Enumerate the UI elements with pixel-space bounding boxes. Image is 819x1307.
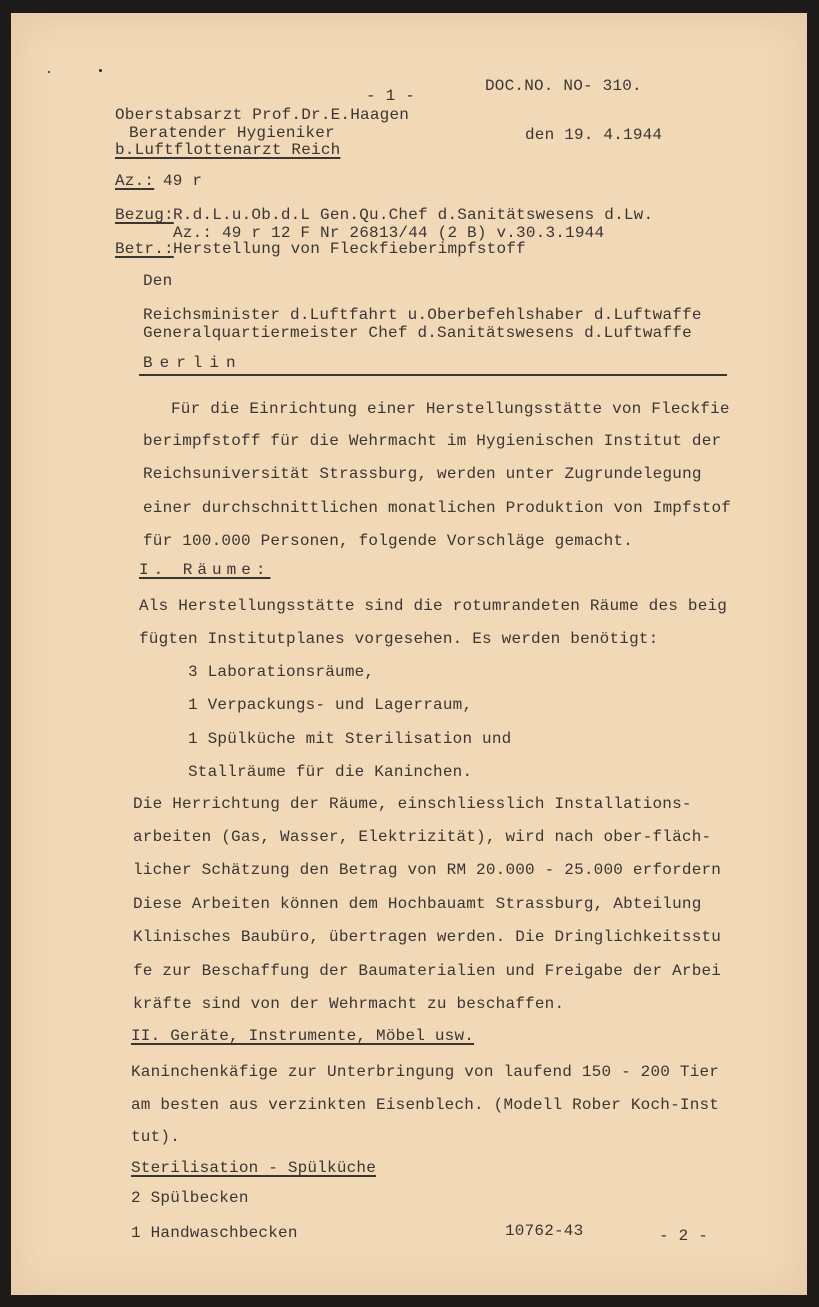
section-2-para: tut).: [131, 1128, 181, 1146]
betr-value: Herstellung von Fleckfieberimpfstoff: [173, 240, 526, 258]
section-2-para: am besten aus verzinkten Eisenblech. (Modell Rober Koch-Inst: [131, 1096, 720, 1114]
ink-speck: [48, 71, 50, 73]
sender-unit: b.Luftflottenarzt Reich: [115, 141, 341, 159]
room-list-item: 3 Laborationsräume,: [188, 663, 375, 681]
document-page: [11, 13, 807, 1295]
bezug-label: Bezug:: [115, 206, 174, 224]
intro-line: berimpfstoff für die Wehrmacht im Hygienischen Institut der: [143, 432, 722, 450]
sterilisation-heading: Sterilisation - Spülküche: [131, 1159, 377, 1177]
section-1-para2: fe zur Beschaffung der Baumaterialien und Freigabe der Arbei: [133, 962, 722, 980]
az-value: 49 r: [163, 172, 203, 190]
doc-number: DOC.NO. NO- 310.: [485, 77, 642, 95]
section-1-para2: licher Schätzung den Betrag von RM 20.000 - 25.000 erfordern: [133, 861, 722, 879]
section-1-para2: Klinisches Baubüro, übertragen werden. Die Dringlichkeitsstu: [133, 928, 722, 946]
section-1-para2: arbeiten (Gas, Wasser, Elektrizität), wird nach ober-fläch-: [133, 828, 712, 846]
bezug-line-1: R.d.L.u.Ob.d.L Gen.Qu.Chef d.Sanitätswesens d.Lw.: [173, 206, 654, 224]
room-list-item: 1 Spülküche mit Sterilisation und: [188, 730, 512, 748]
addressee-den: Den: [143, 272, 173, 290]
equipment-item: 2 Spülbecken: [131, 1189, 249, 1207]
room-list-item: 1 Verpackungs- und Lagerraum,: [188, 696, 473, 714]
addressee-city: Berlin: [143, 354, 243, 372]
section-1-para: Als Herstellungsstätte sind die rotumrandeten Räume des beig: [139, 597, 728, 615]
addressee-line-1: Reichsminister d.Luftfahrt u.Oberbefehlshaber d.Luftwaffe: [143, 306, 702, 324]
intro-line: für 100.000 Personen, folgende Vorschläge gemacht.: [143, 532, 634, 550]
az-label: Az.:: [115, 172, 155, 190]
section-2-heading: II. Geräte, Instrumente, Möbel usw.: [131, 1027, 475, 1045]
next-page-marker: - 2 -: [659, 1227, 709, 1245]
equipment-item: 1 Handwaschbecken: [131, 1224, 298, 1242]
section-1-heading: I. Räume:: [139, 561, 271, 579]
intro-line: einer durchschnittlichen monatlichen Produktion von Impfstof: [143, 499, 732, 517]
addressee-line-2: Generalquartiermeister Chef d.Sanitätswesens d.Luftwaffe: [143, 324, 692, 342]
section-1-para: fügten Institutplanes vorgesehen. Es werden benötigt:: [139, 630, 659, 648]
betr-label: Betr.:: [115, 240, 174, 258]
section-1-para2: kräfte sind von der Wehrmacht zu beschaffen.: [133, 995, 565, 1013]
intro-line: Reichsuniversität Strassburg, werden unter Zugrundelegung: [143, 465, 702, 483]
letter-date: den 19. 4.1944: [525, 126, 663, 144]
intro-line: Für die Einrichtung einer Herstellungsstätte von Fleckfie: [171, 400, 730, 418]
section-2-para: Kaninchenkäfige zur Unterbringung von laufend 150 - 200 Tier: [131, 1063, 720, 1081]
section-1-para2: Diese Arbeiten können dem Hochbauamt Strassburg, Abteilung: [133, 895, 702, 913]
room-list-item: Stallräume für die Kaninchen.: [188, 763, 473, 781]
bezug-line-2: Az.: 49 r 12 F Nr 26813/44 (2 B) v.30.3.1944: [173, 224, 605, 242]
city-underline: [139, 374, 727, 376]
sender-name: Oberstabsarzt Prof.Dr.E.Haagen: [115, 106, 410, 124]
ink-speck: [99, 69, 102, 72]
sender-title: Beratender Hygieniker: [129, 124, 335, 142]
section-1-para2: Die Herrichtung der Räume, einschliesslich Installations-: [133, 795, 692, 813]
page-number: - 1 -: [366, 87, 416, 105]
archive-number: 10762-43: [505, 1222, 584, 1240]
